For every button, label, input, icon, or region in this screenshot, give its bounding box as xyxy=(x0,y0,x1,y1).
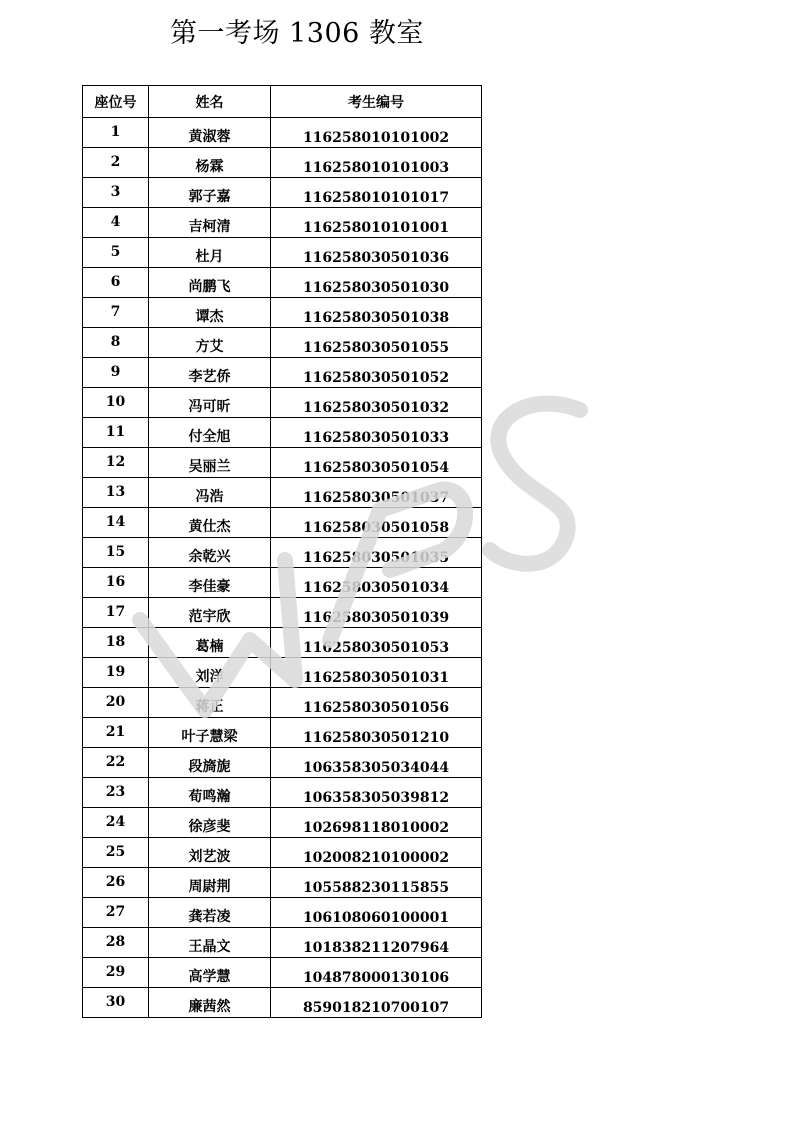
student-name-cell: 方艾 xyxy=(149,328,271,358)
seat-number-cell: 26 xyxy=(83,868,149,898)
table-row xyxy=(83,958,482,988)
student-name-cell: 吉柯清 xyxy=(149,208,271,238)
seat-number-cell: 3 xyxy=(83,178,149,208)
exam-number-cell: 116258030501210 xyxy=(271,718,482,748)
table-row xyxy=(83,598,482,628)
seat-number-cell: 24 xyxy=(83,808,149,838)
student-name-cell: 余乾兴 xyxy=(149,538,271,568)
exam-number-cell: 116258010101002 xyxy=(271,118,482,148)
exam-number-cell: 102008210100002 xyxy=(271,838,482,868)
student-name-cell: 李佳豪 xyxy=(149,568,271,598)
student-name-cell: 高学慧 xyxy=(149,958,271,988)
table-row xyxy=(83,388,482,418)
table-row xyxy=(83,208,482,238)
table-row xyxy=(83,268,482,298)
seat-number-cell: 21 xyxy=(83,718,149,748)
seat-number-cell: 1 xyxy=(83,118,149,148)
table-row xyxy=(83,358,482,388)
exam-number-cell: 116258030501036 xyxy=(271,238,482,268)
table-row xyxy=(83,838,482,868)
seat-number-cell: 2 xyxy=(83,148,149,178)
student-name-cell: 杜月 xyxy=(149,238,271,268)
table-row xyxy=(83,298,482,328)
student-name-cell: 郭子嘉 xyxy=(149,178,271,208)
table-row xyxy=(83,748,482,778)
name-column-header: 姓名 xyxy=(149,86,271,118)
exam-number-cell: 116258030501037 xyxy=(271,478,482,508)
student-name-cell: 葛楠 xyxy=(149,628,271,658)
table-row xyxy=(83,418,482,448)
table-row xyxy=(83,628,482,658)
student-name-cell: 徐彦斐 xyxy=(149,808,271,838)
exam-number-cell: 106358305039812 xyxy=(271,778,482,808)
table-row xyxy=(83,718,482,748)
student-name-cell: 荀鸣瀚 xyxy=(149,778,271,808)
seat-number-cell: 30 xyxy=(83,988,149,1018)
table-body xyxy=(83,118,482,1018)
table-row xyxy=(83,178,482,208)
seat-number-cell: 4 xyxy=(83,208,149,238)
student-name-cell: 廉茜然 xyxy=(149,988,271,1018)
student-name-cell: 蒋正 xyxy=(149,688,271,718)
seat-number-cell: 16 xyxy=(83,568,149,598)
student-name-cell: 黄淑蓉 xyxy=(149,118,271,148)
table-row xyxy=(83,988,482,1018)
seat-number-cell: 23 xyxy=(83,778,149,808)
table-row xyxy=(83,898,482,928)
exam-number-cell: 101838211207964 xyxy=(271,928,482,958)
table-row xyxy=(83,778,482,808)
table-row xyxy=(83,568,482,598)
exam-number-cell: 116258030501030 xyxy=(271,268,482,298)
seating-table xyxy=(82,85,482,1018)
seat-number-cell: 7 xyxy=(83,298,149,328)
seat-number-cell: 14 xyxy=(83,508,149,538)
seat-number-cell: 25 xyxy=(83,838,149,868)
table-row xyxy=(83,808,482,838)
table-row xyxy=(83,238,482,268)
exam-number-cell: 116258030501032 xyxy=(271,388,482,418)
student-name-cell: 杨霖 xyxy=(149,148,271,178)
exam-number-cell: 116258030501058 xyxy=(271,508,482,538)
exam-number-cell: 859018210700107 xyxy=(271,988,482,1018)
student-name-cell: 龚若凌 xyxy=(149,898,271,928)
table-row xyxy=(83,448,482,478)
exam-number-cell: 116258010101003 xyxy=(271,148,482,178)
seat-number-cell: 20 xyxy=(83,688,149,718)
seat-number-cell: 29 xyxy=(83,958,149,988)
student-name-cell: 段旖旎 xyxy=(149,748,271,778)
student-name-cell: 范宇欣 xyxy=(149,598,271,628)
exam-number-cell: 116258030501033 xyxy=(271,418,482,448)
student-name-cell: 付全旭 xyxy=(149,418,271,448)
exam-number-cell: 116258030501038 xyxy=(271,298,482,328)
table-header-row xyxy=(83,86,482,118)
table-row xyxy=(83,688,482,718)
page-title: 第一考场 1306 教室 xyxy=(170,18,424,49)
table-row xyxy=(83,538,482,568)
exam-number-cell: 116258030501035 xyxy=(271,538,482,568)
student-name-cell: 黄仕杰 xyxy=(149,508,271,538)
exam-number-cell: 116258030501054 xyxy=(271,448,482,478)
student-name-cell: 刘艺波 xyxy=(149,838,271,868)
table-row xyxy=(83,658,482,688)
exam-number-cell: 116258030501052 xyxy=(271,358,482,388)
exam-number-cell: 116258030501031 xyxy=(271,658,482,688)
table-row xyxy=(83,118,482,148)
seat-number-cell: 27 xyxy=(83,898,149,928)
student-name-cell: 吴丽兰 xyxy=(149,448,271,478)
table-row xyxy=(83,478,482,508)
table-row xyxy=(83,508,482,538)
exam-number-cell: 116258030501053 xyxy=(271,628,482,658)
seat-number-cell: 28 xyxy=(83,928,149,958)
exam-number-cell: 106108060100001 xyxy=(271,898,482,928)
seat-number-cell: 6 xyxy=(83,268,149,298)
table-row xyxy=(83,148,482,178)
student-name-cell: 李艺侨 xyxy=(149,358,271,388)
student-name-cell: 刘洋 xyxy=(149,658,271,688)
seat-number-cell: 8 xyxy=(83,328,149,358)
seat-number-cell: 5 xyxy=(83,238,149,268)
student-name-cell: 冯浩 xyxy=(149,478,271,508)
exam-number-cell: 116258030501039 xyxy=(271,598,482,628)
seat-number-cell: 22 xyxy=(83,748,149,778)
seat-number-cell: 13 xyxy=(83,478,149,508)
seat-number-cell: 18 xyxy=(83,628,149,658)
seat-number-cell: 9 xyxy=(83,358,149,388)
seat-number-cell: 19 xyxy=(83,658,149,688)
seat-number-cell: 10 xyxy=(83,388,149,418)
seat-column-header: 座位号 xyxy=(83,86,149,118)
seat-number-cell: 11 xyxy=(83,418,149,448)
table-row xyxy=(83,928,482,958)
exam-number-cell: 116258010101001 xyxy=(271,208,482,238)
exam-number-cell: 116258030501055 xyxy=(271,328,482,358)
student-name-cell: 谭杰 xyxy=(149,298,271,328)
seat-number-cell: 15 xyxy=(83,538,149,568)
table-row xyxy=(83,328,482,358)
table-row xyxy=(83,868,482,898)
exam-number-column-header: 考生编号 xyxy=(271,86,482,118)
exam-number-cell: 104878000130106 xyxy=(271,958,482,988)
seat-number-cell: 17 xyxy=(83,598,149,628)
seat-number-cell: 12 xyxy=(83,448,149,478)
exam-number-cell: 102698118010002 xyxy=(271,808,482,838)
exam-number-cell: 116258010101017 xyxy=(271,178,482,208)
student-name-cell: 冯可昕 xyxy=(149,388,271,418)
exam-number-cell: 106358305034044 xyxy=(271,748,482,778)
student-name-cell: 尚鹏飞 xyxy=(149,268,271,298)
exam-number-cell: 105588230115855 xyxy=(271,868,482,898)
student-name-cell: 王晶文 xyxy=(149,928,271,958)
student-name-cell: 叶子慧梁 xyxy=(149,718,271,748)
exam-number-cell: 116258030501034 xyxy=(271,568,482,598)
exam-number-cell: 116258030501056 xyxy=(271,688,482,718)
student-name-cell: 周尉荆 xyxy=(149,868,271,898)
